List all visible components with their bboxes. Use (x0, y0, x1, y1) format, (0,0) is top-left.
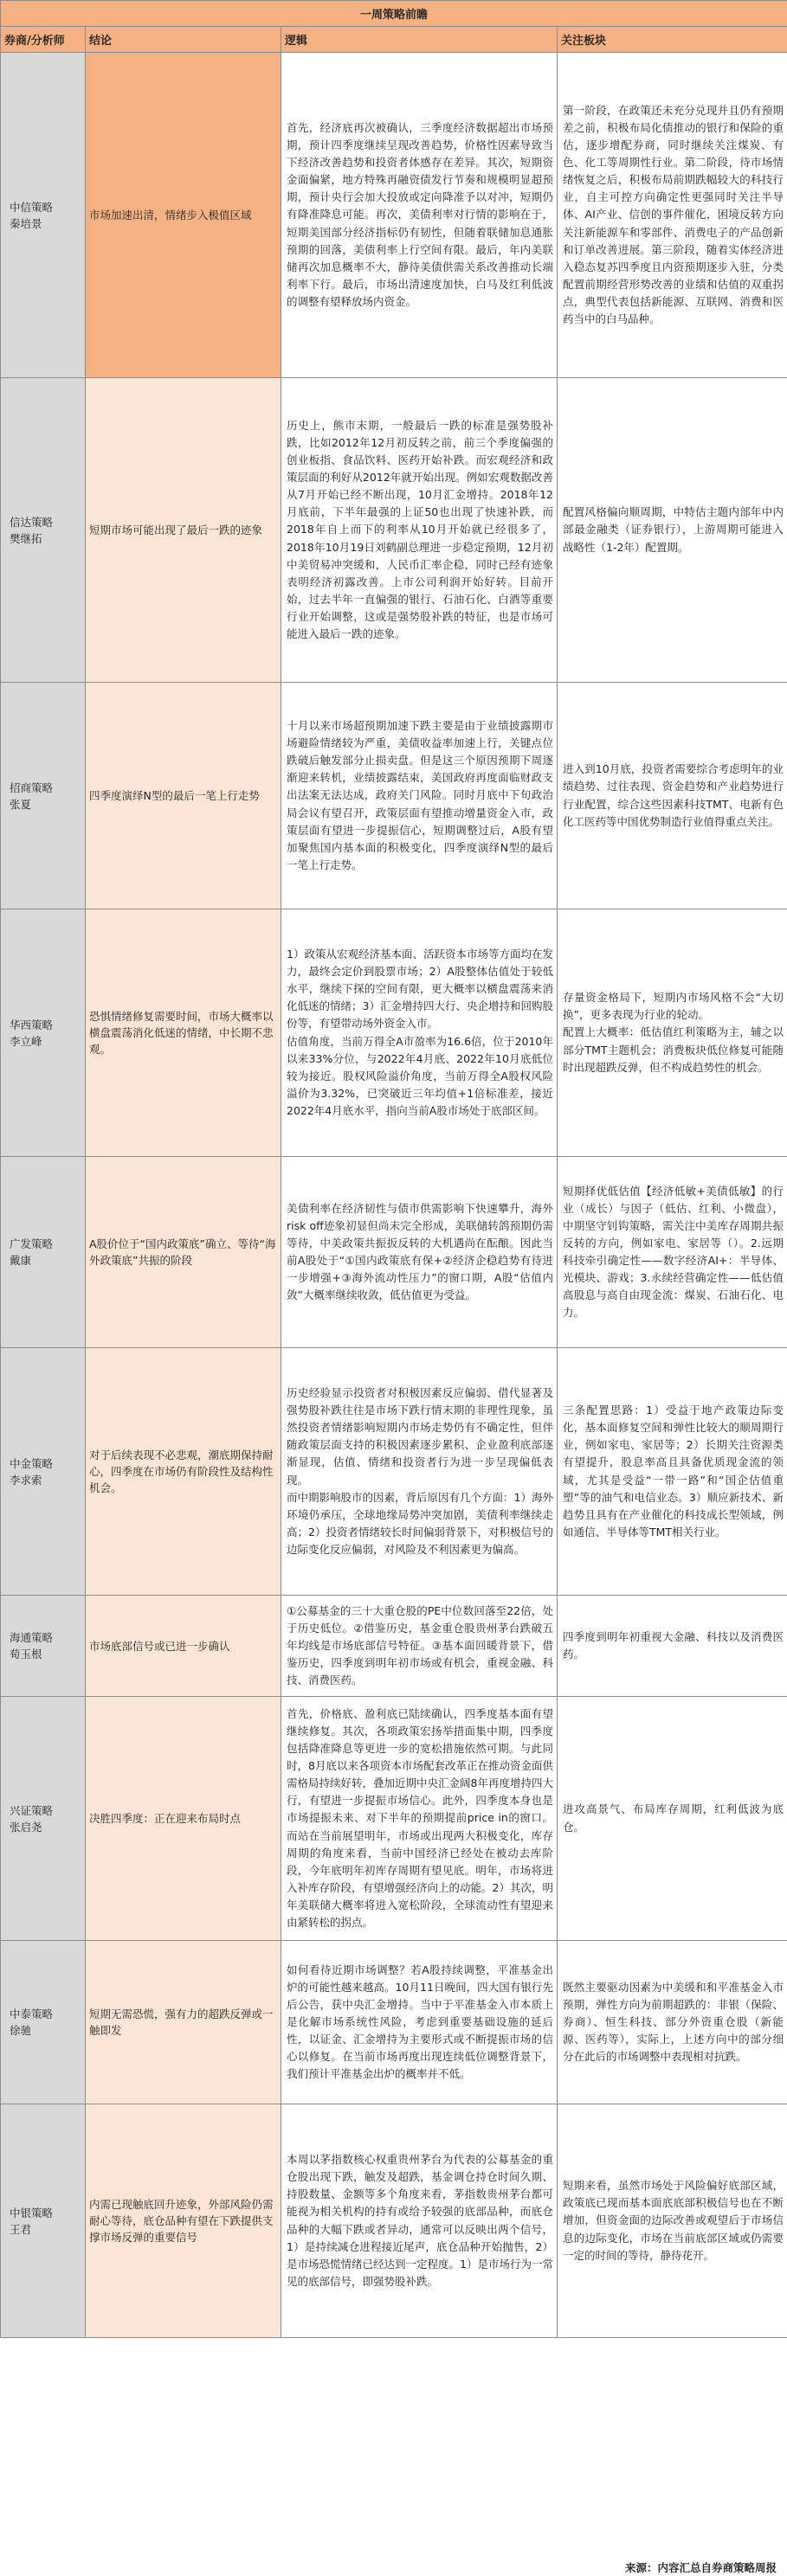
broker-cell: 广发策略 戴康 (1, 1157, 86, 1348)
sectors-cell: 配置风格偏向顺周期，中特估主题内部年中内部最金融类（证券银行），上游周期可能进入战略性（1-2年）配置期。 (558, 378, 787, 683)
table-row (1, 1348, 787, 1596)
table-row (1, 53, 787, 378)
conclusion-cell: 恐惧情绪修复需要时间，市场大概率以横盘震荡消化低迷的情绪，中长期不悲观。 (86, 909, 281, 1157)
table-row (1, 1697, 787, 1941)
column-header-broker: 券商/分析师 (1, 27, 86, 53)
logic-cell: 如何看待近期市场调整？若A股持续调整，平准基金出炉的可能性越来越高。10月11日晚间，四大国有银行先后公告，获中央汇金增持。当中于平准基金入市本质上是化解市场系统性风险，考虑到重要基础设施的延后性，以证金、汇金增持为主要形式或不断提振市场的信心以修复。在当前市场再度出现连续低位调整背景下，我们预计平准基金出炉的概率并不低。 (281, 1941, 558, 2104)
logic-cell: ①公募基金的三十大重仓股的PE中位数回落至22倍，处于历史低位。②借鉴历史，基金重仓股贵州茅台跌破五年均线是市场底部信号特征。③基本面回暖背景下，借鉴历史，四季度到明年初市场或有机会，重视金融、科技、消费医药。 (281, 1596, 558, 1697)
conclusion-cell: 短期市场可能出现了最后一跌的迹象 (86, 378, 281, 683)
broker-cell: 信达策略 樊继拓 (1, 378, 86, 683)
conclusion-cell: A股价位于“国内政策底”确立、等待“海外政策底”共振的阶段 (86, 1157, 281, 1348)
table-row (1, 909, 787, 1157)
broker-cell: 中信策略 秦培景 (1, 53, 86, 378)
column-header-conclusion: 结论 (86, 27, 281, 53)
table-row (1, 1596, 787, 1697)
table-row (1, 1157, 787, 1348)
logic-cell: 1）政策从宏观经济基本面、活跃资本市场等方面均在发力，最终会定价到股票市场；2）A股整体估值处于较低水平，继续下探的空间有限，更大概率以横盘震荡来消化低迷的情绪；3）汇金增持四大行、央企增持和回购股份等，有望带动场外资金入市。 估值角度，当前万得全A市盈率为16.6倍，位于2010年以来33%分位，与2022年4月底、2022年10月底低位较为接近。股权风险溢价角度，当前万得全A股权风险溢价为3.32%，已突破近三年均值+1倍标准差，接近2022年4月底水平，指向当前A股市场处于底部区间。 (281, 909, 558, 1157)
column-header-logic: 逻辑 (281, 27, 558, 53)
sectors-cell: 存量资金格局下，短期内市场风格不会“大切换”，更多表现为行业的轮动。 配置上大概率：低估值红利策略为主，辅之以部分TMT主题机会；消费板块低位修复可能随时出现超跌反弹，但不构成趋势性的机会。 (558, 909, 787, 1157)
sectors-cell: 进入到10月底，投资者需要综合考虑明年的业绩趋势、过往表现、资金趋势和产业趋势进行行业配置，综合这些因素科技TMT、电新有色化工医药等中国优势制造行业值得重点关注。 (558, 683, 787, 909)
table-row (1, 2104, 787, 2338)
broker-cell: 华西策略 李立峰 (1, 909, 86, 1157)
conclusion-cell: 市场加速出清，情绪步入极值区域 (86, 53, 281, 378)
table-row (1, 683, 787, 909)
logic-cell: 首先，价格底、盈利底已陆续确认，四季度基本面有望继续修复。其次，各项政策宏扬举措面集中期，四季度包括降准降息等更进一步的宽松措施依然可期。与此同时，8月底以来各项资本市场配套改革正在推动资金面供需格局持续好转，叠加近期中央汇金阔8年再度增持四大行，有望进一步提振市场信心。此外，四季度本身也是市场提振未来、对下半年的预期提前price in的窗口。而站在当前展望明年，市场或出现两大积极变化，库存周期的角度来看，当前中国经济已经处在被动去库阶段，今年底明年初库存周期有望见底。明年，市场将进入补库存阶段，有望增强经济向上的动能。2）其次，明年美联储大概率将进入宽松阶段，全球流动性有望迎来由紧转松的拐点。 (281, 1697, 558, 1941)
table-row (1, 378, 787, 683)
table-row (1, 1941, 787, 2104)
sectors-cell: 三条配置思路：1）受益于地产政策边际变化，基本面修复空间和弹性比较大的顺周期行业，例如家电、家居等；2）长期关注资源类有望提升，股息率高且具备优质现金流的领域，尤其是受益“一带一路”和“国企估值重塑”等的油气和电信业态。3）顺应新技术、新趋势且具有在产业催化的科技成长型领域，例如通信、半导体等TMT相关行业。 (558, 1348, 787, 1596)
logic-cell: 本周以茅指数核心权重贵州茅台为代表的公募基金的重仓股出现下跌，触发及超跌，基金调仓持仓时间久期、持股数量、金额等多个角度来看，茅指数贵州茅台都可能视为相关机构的持有或给予较强的底部品种，而底仓品种的大幅下跌或者异动，通常可以反映出两个信号，1）是持续减仓进程接近尾声，底仓品种开始抛售，2）是市场恐慌情绪已经达到一定程度。1）是市场行为一常见的底部信号，即强势股补跌。 (281, 2104, 558, 2338)
logic-cell: 历史上，熊市末期，一般最后一跌的标准是强势股补跌，比如2012年12月初反转之前，前三个季度偏强的创业板指、食品饮料、医药开始补跌。而宏观经济和政策层面的利好从2012年就开始出现。例如宏观数据改善从7月开始已经不断出现，10月汇金增持。2018年12月底前，下半年最强的上证50也出现了快速补跌，而2018年自上而下的利率从10月开始就已经很多了，2018年10月19日刘鹤副总理进一步稳定预期，12月初中美贸易冲突缓和，人民币汇率企稳，同时已经有迹象表明经济初露改善。上市公司利润开始好转。目前开始，过去半年一直偏强的银行、石油石化、白酒等重要行业开始调整，这或是强势股补跌的特征，也是市场可能进入最后一跌的迹象。 (281, 378, 558, 683)
conclusion-cell: 市场底部信号或已进一步确认 (86, 1596, 281, 1697)
broker-cell: 中金策略 李求索 (1, 1348, 86, 1596)
broker-cell: 兴证策略 张启尧 (1, 1697, 86, 1941)
logic-cell: 美债利率在经济韧性与债市供需影响下快速攀升，海外risk off迹象初显但尚未完全形成，美联储转鸽预期仍需等待，中美政策共振扳反转的大机遇尚在酝酿。因此当前A股处于“①国内政策底有保+②经济企稳趋势有待进一步增强+③海外流动性压力”的窗口期，A股“估值内敛”大概率继续收敛，低估值更为受益。 (281, 1157, 558, 1348)
table-title: 一周策略前瞻 (1, 1, 787, 27)
conclusion-cell: 短期无需恐慌，强有力的超跌反弹或一触即发 (86, 1941, 281, 2104)
sectors-cell: 四季度到明年初重视大金融、科技以及消费医药。 (558, 1596, 787, 1697)
logic-cell: 历史经验显示投资者对积极因素反应偏弱、借代显著及强势股补跌往往是市场下跌行情末期的非理性现象，虽然投资者情绪影响短期内市场走势仍有不确定性，但伴随政策层面支持的积极因素逐步累积、企业盈利底部逐渐显现，估值、情绪和投资者行为进一步呈现偏低表现。 而中期影响股市的因素，背后原因有几个方面：1）海外环境仍承压，全球地缘局势冲突加剧，美债利率继续走高；2）投资者情绪较长时间偏弱背景下，对积极信号的边际变化反应偏弱，对风险及不利因素更为偏高。 (281, 1348, 558, 1596)
sectors-cell: 既然主要驱动因素为中美缓和和平准基金入市预期，弹性方向为前期超跌的：非银（保险、券商）、恒生科技、部分外资重仓股（新能源、医药等），实际上，上述方向中的部分细分在此后的市场调整中表现相对抗跌。 (558, 1941, 787, 2104)
conclusion-cell: 决胜四季度：正在迎来布局时点 (86, 1697, 281, 1941)
sectors-cell: 短期来看，虽然市场处于风险偏好底部区域，政策底已现而基本面底底部积极信号也在不断增加，但资金面的边际改善或观望后于市场信息的边际变化，市场在当前底部区域或仍需要一定的时间的等待，静待花开。 (558, 2104, 787, 2338)
broker-cell: 中银策略 王君 (1, 2104, 86, 2338)
source-footer: 来源：内容汇总自券商策略周报 (624, 2561, 777, 2574)
broker-cell: 海通策略 荀玉根 (1, 1596, 86, 1697)
conclusion-cell: 四季度演绎N型的最后一笔上行走势 (86, 683, 281, 909)
sectors-cell: 进攻高景气、布局库存周期，红利低波为底仓。 (558, 1697, 787, 1941)
logic-cell: 首先，经济底再次被确认，三季度经济数据超出市场预期，预计四季度继续呈现改善趋势，价格性因素导致当下经济改善趋势和投资者体感存在差异。其次，短期资金面偏紧，地方特殊再融资债发行节奏和规模明显超预期，预计央行会加大投放或定向降准予以对冲，短期仍有降准降息可能。再次，美债利率对行情的影响在于，短期美国部分经济指标仍有韧性，但随着联储加息通胀预期的回落，美债利率上行空间有限。最后，年内美联储再次加息概率不大，静待美债供需关系改善推动长端利率下行。最后，市场出清速度加快，白马及红利低波的调整有望释放场内资金。 (281, 53, 558, 378)
logic-cell: 十月以来市场超预期加速下跌主要是由于业绩披露期市场避险情绪较为严重，美债收益率加速上行，关键点位跌破后触发部分止损卖盘。但是这三个原因预期下周逐渐迎来转机，业绩披露结束，美国政府再度面临财政支出法案无法达成，政府关门风险。同时月底中下旬政治局会议有望召开，政策层面有望推动增量资金入市，政策层面有望进一步提振信心，短期调整过后，A股有望加聚焦国内基本面的积极变化，四季度演绎N型的最后一笔上行走势。 (281, 683, 558, 909)
conclusion-cell: 内需已现触底回升迹象，外部风险仍需耐心等待，底仓品种有望在下跌提供支撑市场反弹的重要信号 (86, 2104, 281, 2338)
broker-cell: 招商策略 张夏 (1, 683, 86, 909)
column-header-sectors: 关注板块 (558, 27, 787, 53)
sectors-cell: 短期择优低估值【经济低敏+美债低敏】的行业（成长）与因子（低估、红利、小微盘），中期坚守钊钩策略，需关注中美库存周期共振反转的方向，例如家电、家居等（）。2.远期科技牵引确定性——数字经济AI+：半导体、光模块、游戏；3.永续经营确定性——低估值高股息与高自由现金流：煤炭、石油石化、电力。 (558, 1157, 787, 1348)
conclusion-cell: 对于后续表现不必悲观，潮底期保持耐心，四季度在市场仍有阶段性及结构性机会。 (86, 1348, 281, 1596)
broker-cell: 中泰策略 徐驰 (1, 1941, 86, 2104)
sectors-cell: 第一阶段，在政策还未充分兑现并且仍有预期差之前，积极布局化债推动的银行和保险的重估，逐步增配券商，同时继续关注煤炭、有色、化工等周期性行业。第二阶段，待市场情绪恢复之后，积极布局前期跌幅较大的科技行业，自主可控方向确定性更强同时关注半导体、AI产业、信创的事件催化，困境反转方向关注新能源车和零部件、消费电子的产品创新和订单改善进展。第三阶段，随着实体经济进入稳态复苏四季度且内资预期逐步入驻，分类配置前期经营形势改善的业绩和估值的双重拐点，典型代表包括新能源、互联网、消费和医药当中的白马品种。 (558, 53, 787, 378)
